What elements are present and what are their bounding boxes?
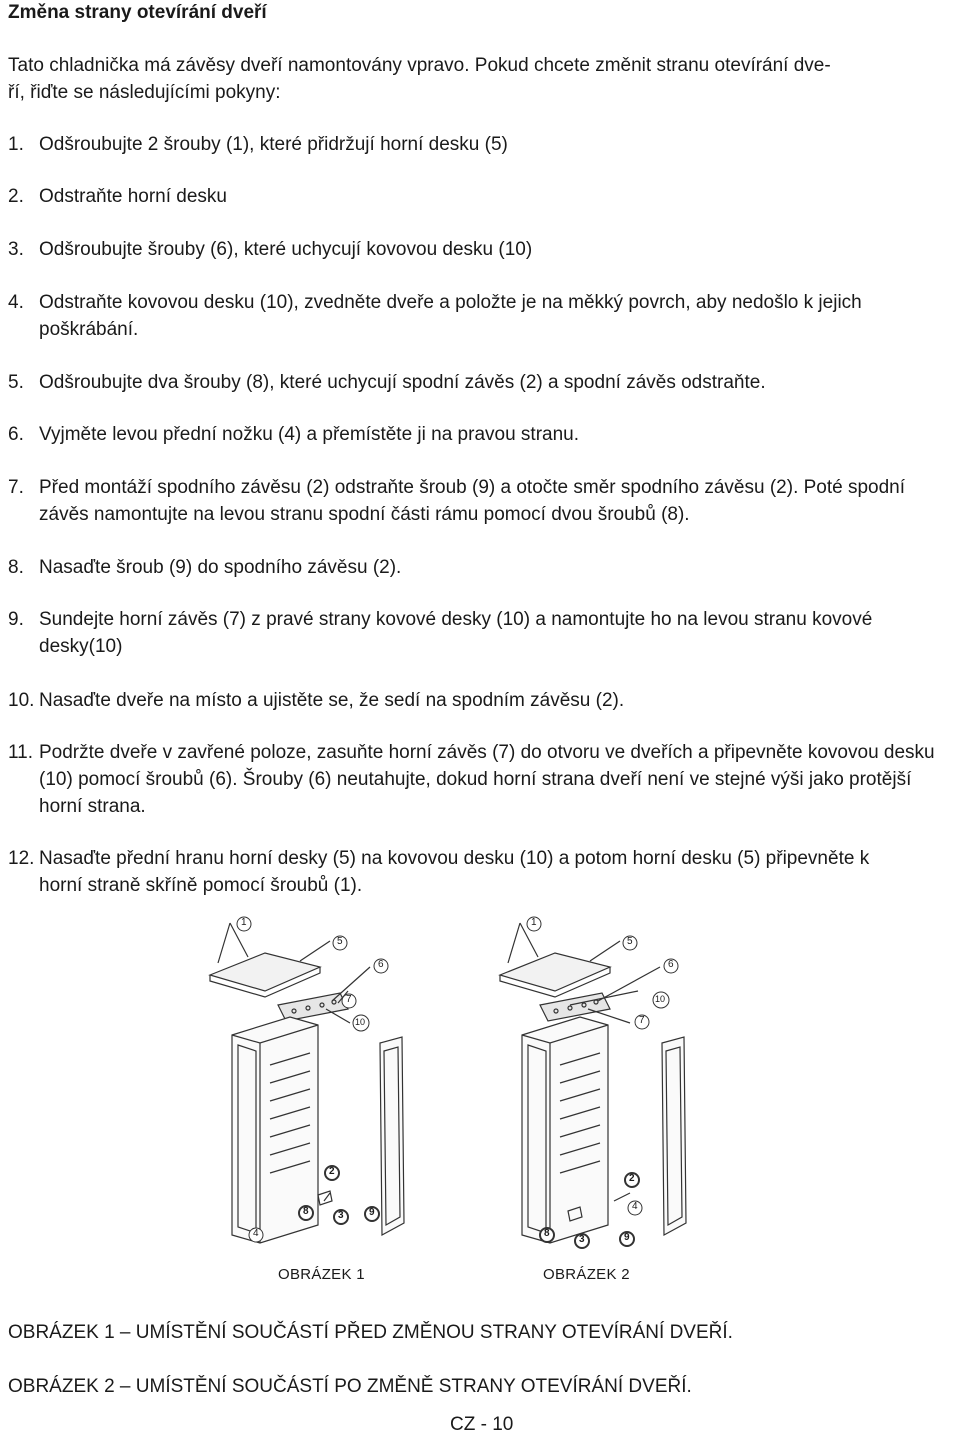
step-3 [8,236,953,263]
callout-label-4: 4 [253,1228,259,1239]
step-number: 5. [8,372,24,393]
step-number: 1. [8,134,24,155]
callout-label-1: 1 [241,917,247,928]
callout-label-7: 7 [346,994,352,1005]
step-8 [8,554,953,581]
step-7 [8,474,943,528]
callout-label-8: 8 [544,1228,550,1239]
step-number: 3. [8,239,24,260]
figure-1-label: OBRÁZEK 1 [278,1266,365,1283]
callout-label-10: 10 [355,1017,366,1027]
page-title: Změna strany otevírání dveří [8,2,267,23]
callout-label-9: 9 [369,1207,375,1218]
figure-2-caption: OBRÁZEK 2 – UMÍSTĚNÍ SOUČÁSTÍ PO ZMĚNĚ STRANY OTEVÍRÁNÍ DVEŘÍ. [8,1376,692,1397]
step-6 [8,421,953,448]
step-text: Nasaďte přední hranu horní desky (5) na kovovou desku (10) a potom horní desku (5) připevněte k horní straně skříně pomocí šroubů (1). [39,848,870,896]
callout-label-2: 2 [629,1173,635,1184]
step-text: Odšroubujte dva šrouby (8), které uchycují spodní závěs (2) a spodní závěs odstraňte. [39,372,766,393]
step-text: Odstraňte kovovou desku (10), zvedněte dveře a položte je na měkký povrch, aby nedošlo k jejich poškrábání. [39,292,862,340]
intro-paragraph [8,52,953,106]
step-11 [8,739,948,820]
callout-label-3: 3 [338,1210,344,1221]
step-4 [8,289,933,343]
figure-1-caption: OBRÁZEK 1 – UMÍSTĚNÍ SOUČÁSTÍ PŘED ZMĚNOU STRANY OTEVÍRÁNÍ DVEŘÍ. [8,1322,733,1343]
page-number: CZ - 10 [450,1414,514,1435]
callout-label-3: 3 [579,1234,585,1245]
step-9 [8,606,888,660]
step-text: Podržte dveře v zavřené poloze, zasuňte horní závěs (7) do otvoru ve dveřích a připevněte kovovou desku (10) pomocí šroubů (6). Šrouby (6) neutahujte, dokud horní strana dveří není ve stejné výši jako protější horní strana. [39,742,935,817]
callout-label-8: 8 [303,1206,309,1217]
callout-label-2: 2 [329,1166,335,1177]
step-1 [8,131,953,158]
step-number: 11. [8,742,34,763]
callout-label-1: 1 [531,917,537,928]
step-text: Odšroubujte šrouby (6), které uchycují kovovou desku (10) [39,239,533,260]
step-2 [8,183,953,210]
callout-label-5: 5 [627,936,633,947]
step-12 [8,845,898,899]
step-number: 4. [8,292,24,313]
step-number: 12. [8,848,35,869]
step-number: 7. [8,477,24,498]
step-number: 9. [8,609,24,630]
step-10 [8,687,953,714]
step-text: Odšroubujte 2 šrouby (1), které přidržují horní desku (5) [39,134,508,155]
callout-label-9: 9 [624,1232,630,1243]
callout-label-6: 6 [668,959,674,970]
step-number: 6. [8,424,24,445]
callout-label-10: 10 [655,994,666,1004]
step-text: Nasaďte dveře na místo a ujistěte se, že sedí na spodním závěsu (2). [39,690,625,711]
figure-2-label: OBRÁZEK 2 [543,1266,630,1283]
callout-label-4: 4 [632,1201,638,1212]
intro-line-2: ří, řiďte se následujícími pokyny: [8,82,281,103]
step-text: Nasaďte šroub (9) do spodního závěsu (2). [39,557,402,578]
step-text: Před montáží spodního závěsu (2) odstraňte šroub (9) a otočte směr spodního závěsu (2). Poté spodní závěs namontujte na levou stranu spodní části rámu pomocí dvou šroubů (8). [39,477,906,525]
step-number: 2. [8,186,24,207]
intro-line-1: Tato chladnička má závěsy dveří namontovány vpravo. Pokud chcete změnit stranu otevírání dve- [8,55,831,76]
step-text: Odstraňte horní desku [39,186,227,207]
callout-label-5: 5 [337,936,343,947]
callout-label-7: 7 [639,1015,645,1026]
step-number: 10. [8,690,35,711]
step-text: Vyjměte levou přední nožku (4) a přemístěte ji na pravou stranu. [39,424,580,445]
step-5 [8,369,953,396]
step-number: 8. [8,557,24,578]
step-text: Sundejte horní závěs (7) z pravé strany kovové desky (10) a namontujte ho na levou stranu kovové desky(10) [39,609,873,657]
callout-label-6: 6 [378,959,384,970]
